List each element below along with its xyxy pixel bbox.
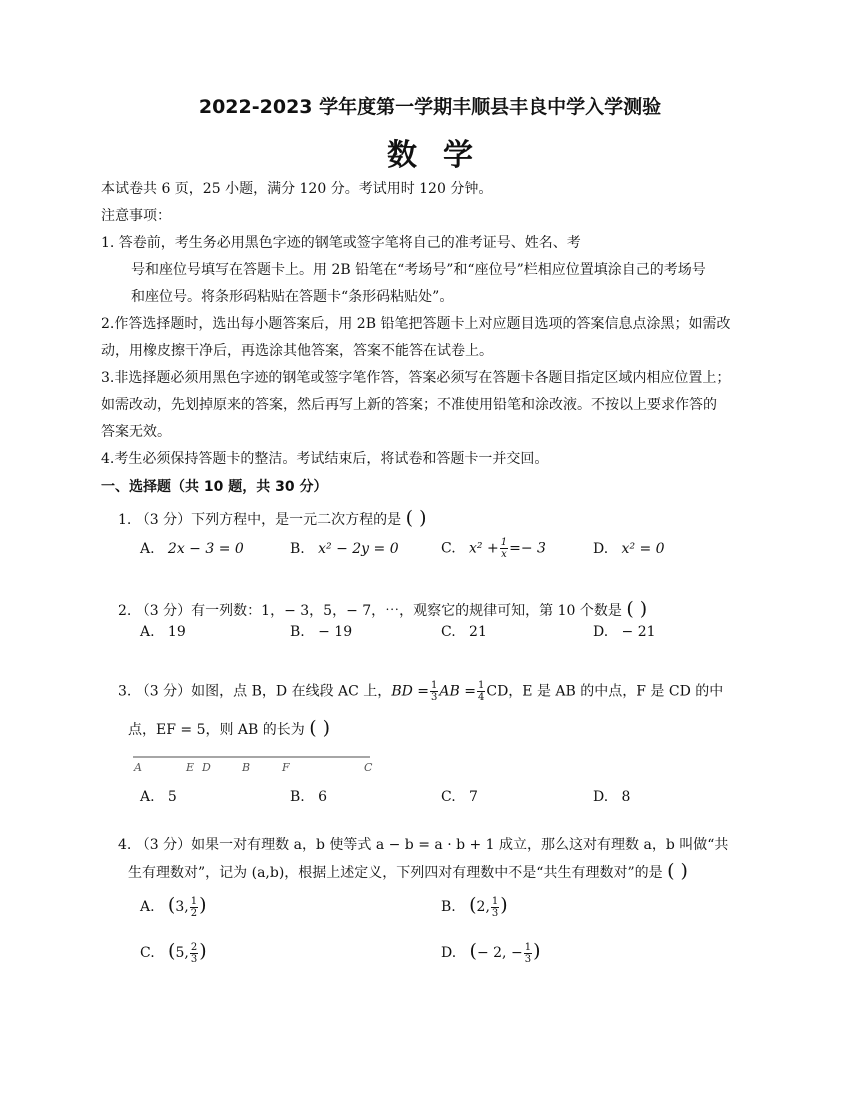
fraction [190,896,198,919]
fraction-numerator: 1 [431,680,438,691]
option-b [290,789,327,805]
point-label-d: D [202,761,211,774]
question-4-stem-line1: 4. （3 分）如果一对有理数 a，b 使等式 a − b = a · b + 1 成立，那么这对有理数 a，b 叫做“共 [118,837,729,853]
option-label: B. [290,624,305,640]
question-1-text: 1. （3 分）下列方程中，是一元二次方程的是 [118,512,402,528]
option-value: x² − 2y = 0 [318,541,399,557]
option-label: A. [140,899,155,915]
option-label: C. [441,624,456,640]
notice-item-1a: 1. 答卷前，考生务必用黑色字迹的钢笔或签字笔将自己的准考证号、姓名、考 [101,235,581,251]
fraction-denominator: 2 [190,907,198,919]
option-label: D. [593,541,609,557]
pair-first: 2, [476,899,490,915]
option-a [140,624,186,640]
fraction-denominator: 4 [477,692,485,703]
fraction [190,942,198,965]
fraction-denominator: 3 [524,953,532,965]
option-label: D. [441,945,457,961]
notice-item-3b: 如需改动，先划掉原来的答案，然后再写上新的答案；不准使用铅笔和涂改液。不按以上要求作答的 [101,397,717,413]
option-label: D. [593,789,609,805]
notice-item-4: 4.考生必须保持答题卡的整洁。考试结束后，将试卷和答题卡一并交回。 [101,451,549,467]
fraction-numerator: 1 [477,680,485,691]
point-label-b: B [242,761,251,774]
pair-first: − 2, − [476,945,523,961]
fraction-denominator: 3 [431,692,438,703]
question-3-stem-line1 [118,680,723,703]
fraction-denominator: 3 [190,953,198,965]
option-value: − 21 [621,624,656,640]
question-1-stem [118,507,427,529]
option-value: 19 [167,624,186,640]
option-label: C. [441,540,456,557]
option-d [593,541,665,557]
exam-title: 2022-2023 学年度第一学期丰顺县丰良中学入学测验 [198,96,662,118]
option-value: x² = 0 [621,541,665,557]
pair-first: 5, [175,945,189,961]
option-label: A. [140,541,155,557]
notice-item-2a: 2.作答选择题时，选出每小题答案后，用 2B 铅笔把答题卡上对应题目选项的答案信息点涂黑；如需改 [101,316,731,332]
fraction-denominator: 3 [491,907,499,919]
fraction-numerator: 1 [500,537,508,548]
math-expr: AB = [439,683,476,700]
fraction [524,942,532,965]
section-heading: 一、选择题（共 10 题，共 30 分） [101,479,328,495]
notice-item-2b: 动，用橡皮擦干净后，再选涂其他答案，答案不能答在试卷上。 [101,343,493,359]
question-3-text: 3. （3 分）如图，点 B，D 在线段 AC 上， [118,683,392,700]
option-value: 2x − 3 = 0 [167,541,244,557]
point-label-f: F [282,761,290,774]
question-4-stem-line2 [128,860,688,882]
option-c [441,789,478,805]
answer-blank: ( ) [667,860,688,882]
fraction-denominator: x [501,549,507,560]
answer-blank: ( ) [309,717,331,739]
question-2-text: 2. （3 分）有一列数：1，− 3，5，− 7，⋯，观察它的规律可知，第 10 个数是 [118,603,622,619]
notice-item-1c: 和座位号。将条形码粘贴在答题卡“条形码粘贴处”。 [131,289,454,305]
option-label: B. [290,541,305,557]
option-label: B. [441,899,456,915]
answer-blank: ( ) [405,507,427,529]
question-3-text: 点，EF = 5，则 AB 的长为 [128,722,305,738]
option-value: 8 [621,789,631,805]
option-d [593,789,630,805]
option-value: x² + [469,540,499,557]
fraction [477,680,485,703]
option-c: C. (5, $\frac{2}{3}$ ) [140,940,207,965]
option-b [290,541,399,557]
fraction-numerator: 1 [491,895,499,907]
option-label: C. [140,945,155,961]
fraction-numerator: 1 [190,895,198,907]
option-label: B. [290,789,305,805]
option-a [140,541,244,557]
notice-title: 注意事项： [101,208,171,224]
option-d: D. (− 2, − $\frac{1}{3}$ ) [441,940,541,965]
answer-blank: ( ) [626,598,648,620]
option-value: 5 [167,789,177,805]
option-value: 6 [318,789,328,805]
fraction-numerator: 1 [524,941,532,953]
subject-title: 数学 [387,138,499,173]
option-value: 21 [469,624,487,640]
question-3-stem-line2 [128,717,330,739]
option-label: A. [140,789,155,805]
option-value: 7 [469,789,478,805]
question-3-text: CD，E 是 AB 的中点，F 是 CD 的中 [486,683,724,700]
option-c [441,537,546,560]
intro-text: 本试卷共 6 页，25 小题，满分 120 分。考试用时 120 分钟。 [101,181,493,197]
option-a: A. (3, $\frac{1}{2}$ ) [140,894,207,919]
option-b: B. (2, $\frac{1}{3}$ ) [441,894,508,919]
fraction [491,896,499,919]
fraction [500,537,508,560]
option-a [140,789,177,805]
fraction [430,680,438,703]
math-expr: BD = [391,683,430,700]
point-label-e: E [186,761,195,774]
option-d [593,624,656,640]
line-segment-figure [128,748,378,776]
option-label: D. [593,624,609,640]
option-value: =− 3 [509,540,546,557]
option-label: A. [140,624,155,640]
option-value: − 19 [318,624,353,640]
point-label-c: C [364,761,373,774]
question-4-text: 生有理数对”，记为 (a,b)，根据上述定义，下列四对有理数中不是“共生有理数对”的是 [128,865,663,881]
notice-item-3c: 答案无效。 [101,424,171,440]
fraction-numerator: 2 [190,941,198,953]
option-b [290,624,352,640]
notice-item-3a: 3.非选择题必须用黑色字迹的钢笔或签字笔作答，答案必须写在答题卡各题目指定区域内相应位置上； [101,370,731,386]
option-c [441,624,487,640]
pair-first: 3, [175,899,189,915]
point-label-a: A [134,761,142,774]
notice-item-1b: 号和座位号填写在答题卡上。用 2B 铅笔在“考场号”和“座位号”栏相应位置填涂自己的考场号 [131,262,706,278]
option-label: C. [441,789,456,805]
question-2-stem [118,598,647,620]
